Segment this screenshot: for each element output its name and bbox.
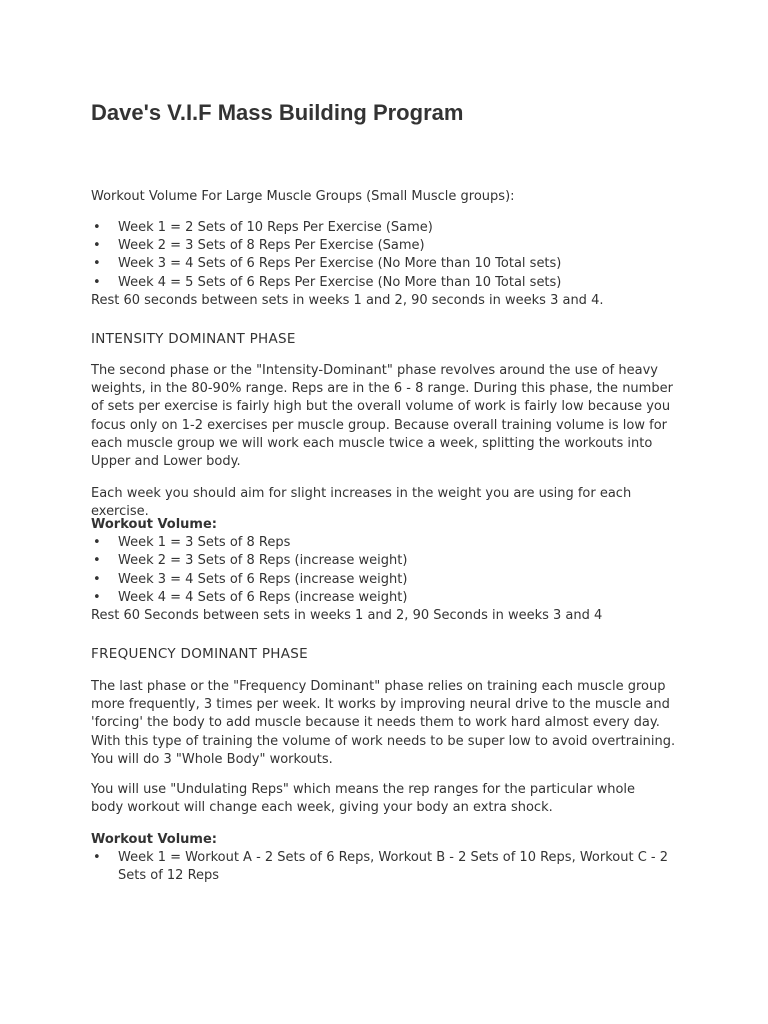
frequency-weeks-list <box>91 849 681 885</box>
intensity-paragraph-2: Each week you should aim for slight increases in the weight you are using for each exercise. <box>91 486 632 520</box>
frequency-volume-section <box>91 831 681 886</box>
intensity-paragraph-1: The second phase or the "Intensity-Dominant" phase revolves around the use of heavy weights, in the 80-90% range. Reps are in the 6 - 8 range. During this phase, the number of sets per exercise is fairly high but the overall volume of work is fairly low because you focus only on 1-2 exercises per muscle group. Because overall training volume is low for each muscle group we will work each muscle twice a week, splitting the workouts into Upper and Lower body. <box>91 363 673 470</box>
bullet-icon: • <box>93 256 101 272</box>
intensity-rest-text: Rest 60 Seconds between sets in weeks 1 and 2, 90 Seconds in weeks 3 and 4 <box>91 608 603 624</box>
list-item: • Week 4 = 5 Sets of 6 Reps Per Exercise (No More than 10 Total sets) <box>91 274 691 292</box>
frequency-para2-section <box>91 781 666 817</box>
list-item: • Week 1 = Workout A - 2 Sets of 6 Reps, Workout B - 2 Sets of 10 Reps, Workout C - 2 Sets of 12 Reps <box>93 850 669 884</box>
bullet-icon: • <box>93 553 101 569</box>
list-item: • Week 1 = 3 Sets of 8 Reps <box>91 534 691 552</box>
bullet-icon: • <box>93 571 101 587</box>
bullet-icon: • <box>93 238 101 254</box>
frequency-heading: FREQUENCY DOMINANT PHASE <box>91 646 308 662</box>
frequency-para1-section <box>91 678 681 769</box>
list-item: • Week 4 = 4 Sets of 6 Reps (increase weight) <box>91 589 691 607</box>
intensity-weeks-list <box>91 534 691 607</box>
volume-weeks-list <box>91 219 691 292</box>
bullet-icon: • <box>93 535 101 551</box>
intensity-heading: INTENSITY DOMINANT PHASE <box>91 331 296 347</box>
bullet-icon: • <box>93 274 101 290</box>
bullet-icon: • <box>93 220 101 235</box>
volume-rest-text: Rest 60 seconds between sets in weeks 1 and 2, 90 seconds in weeks 3 and 4. <box>91 292 604 308</box>
document-title: Dave's V.I.F Mass Building Program <box>91 100 464 125</box>
list-item: • Week 3 = 4 Sets of 6 Reps (increase weight) <box>91 571 691 589</box>
intensity-para1-section <box>91 362 681 471</box>
list-item: • Week 3 = 4 Sets of 6 Reps Per Exercise (No More than 10 Total sets) <box>91 255 691 273</box>
frequency-paragraph-2: You will use "Undulating Reps" which means the rep ranges for the particular whole body workout will change each week, giving your body an extra shock. <box>91 782 636 816</box>
frequency-volume-subheading: Workout Volume: <box>91 832 217 847</box>
list-item: • Week 1 = 2 Sets of 10 Reps Per Exercise (Same) <box>91 219 691 237</box>
list-item: • Week 2 = 3 Sets of 8 Reps (increase weight) <box>91 552 691 570</box>
volume-weeks-section <box>91 219 691 310</box>
bullet-icon: • <box>93 850 101 866</box>
list-item: • Week 2 = 3 Sets of 8 Reps Per Exercise (Same) <box>91 237 691 255</box>
intensity-volume-subheading: Workout Volume: <box>91 517 217 532</box>
volume-intro-text: Workout Volume For Large Muscle Groups (Small Muscle groups): <box>91 189 515 204</box>
volume-intro-section <box>91 188 691 206</box>
bullet-icon: • <box>93 589 101 605</box>
frequency-paragraph-1: The last phase or the "Frequency Dominant" phase relies on training each muscle group more frequently, 3 times per week. It works by improving neural drive to the muscle and 'forcing' the body to add muscle because it needs them to work hard almost every day. With this type of training the volume of work needs to be super low to avoid overtraining. You will do 3 "Whole Body" workouts. <box>91 679 676 767</box>
intensity-volume-section <box>91 516 691 625</box>
